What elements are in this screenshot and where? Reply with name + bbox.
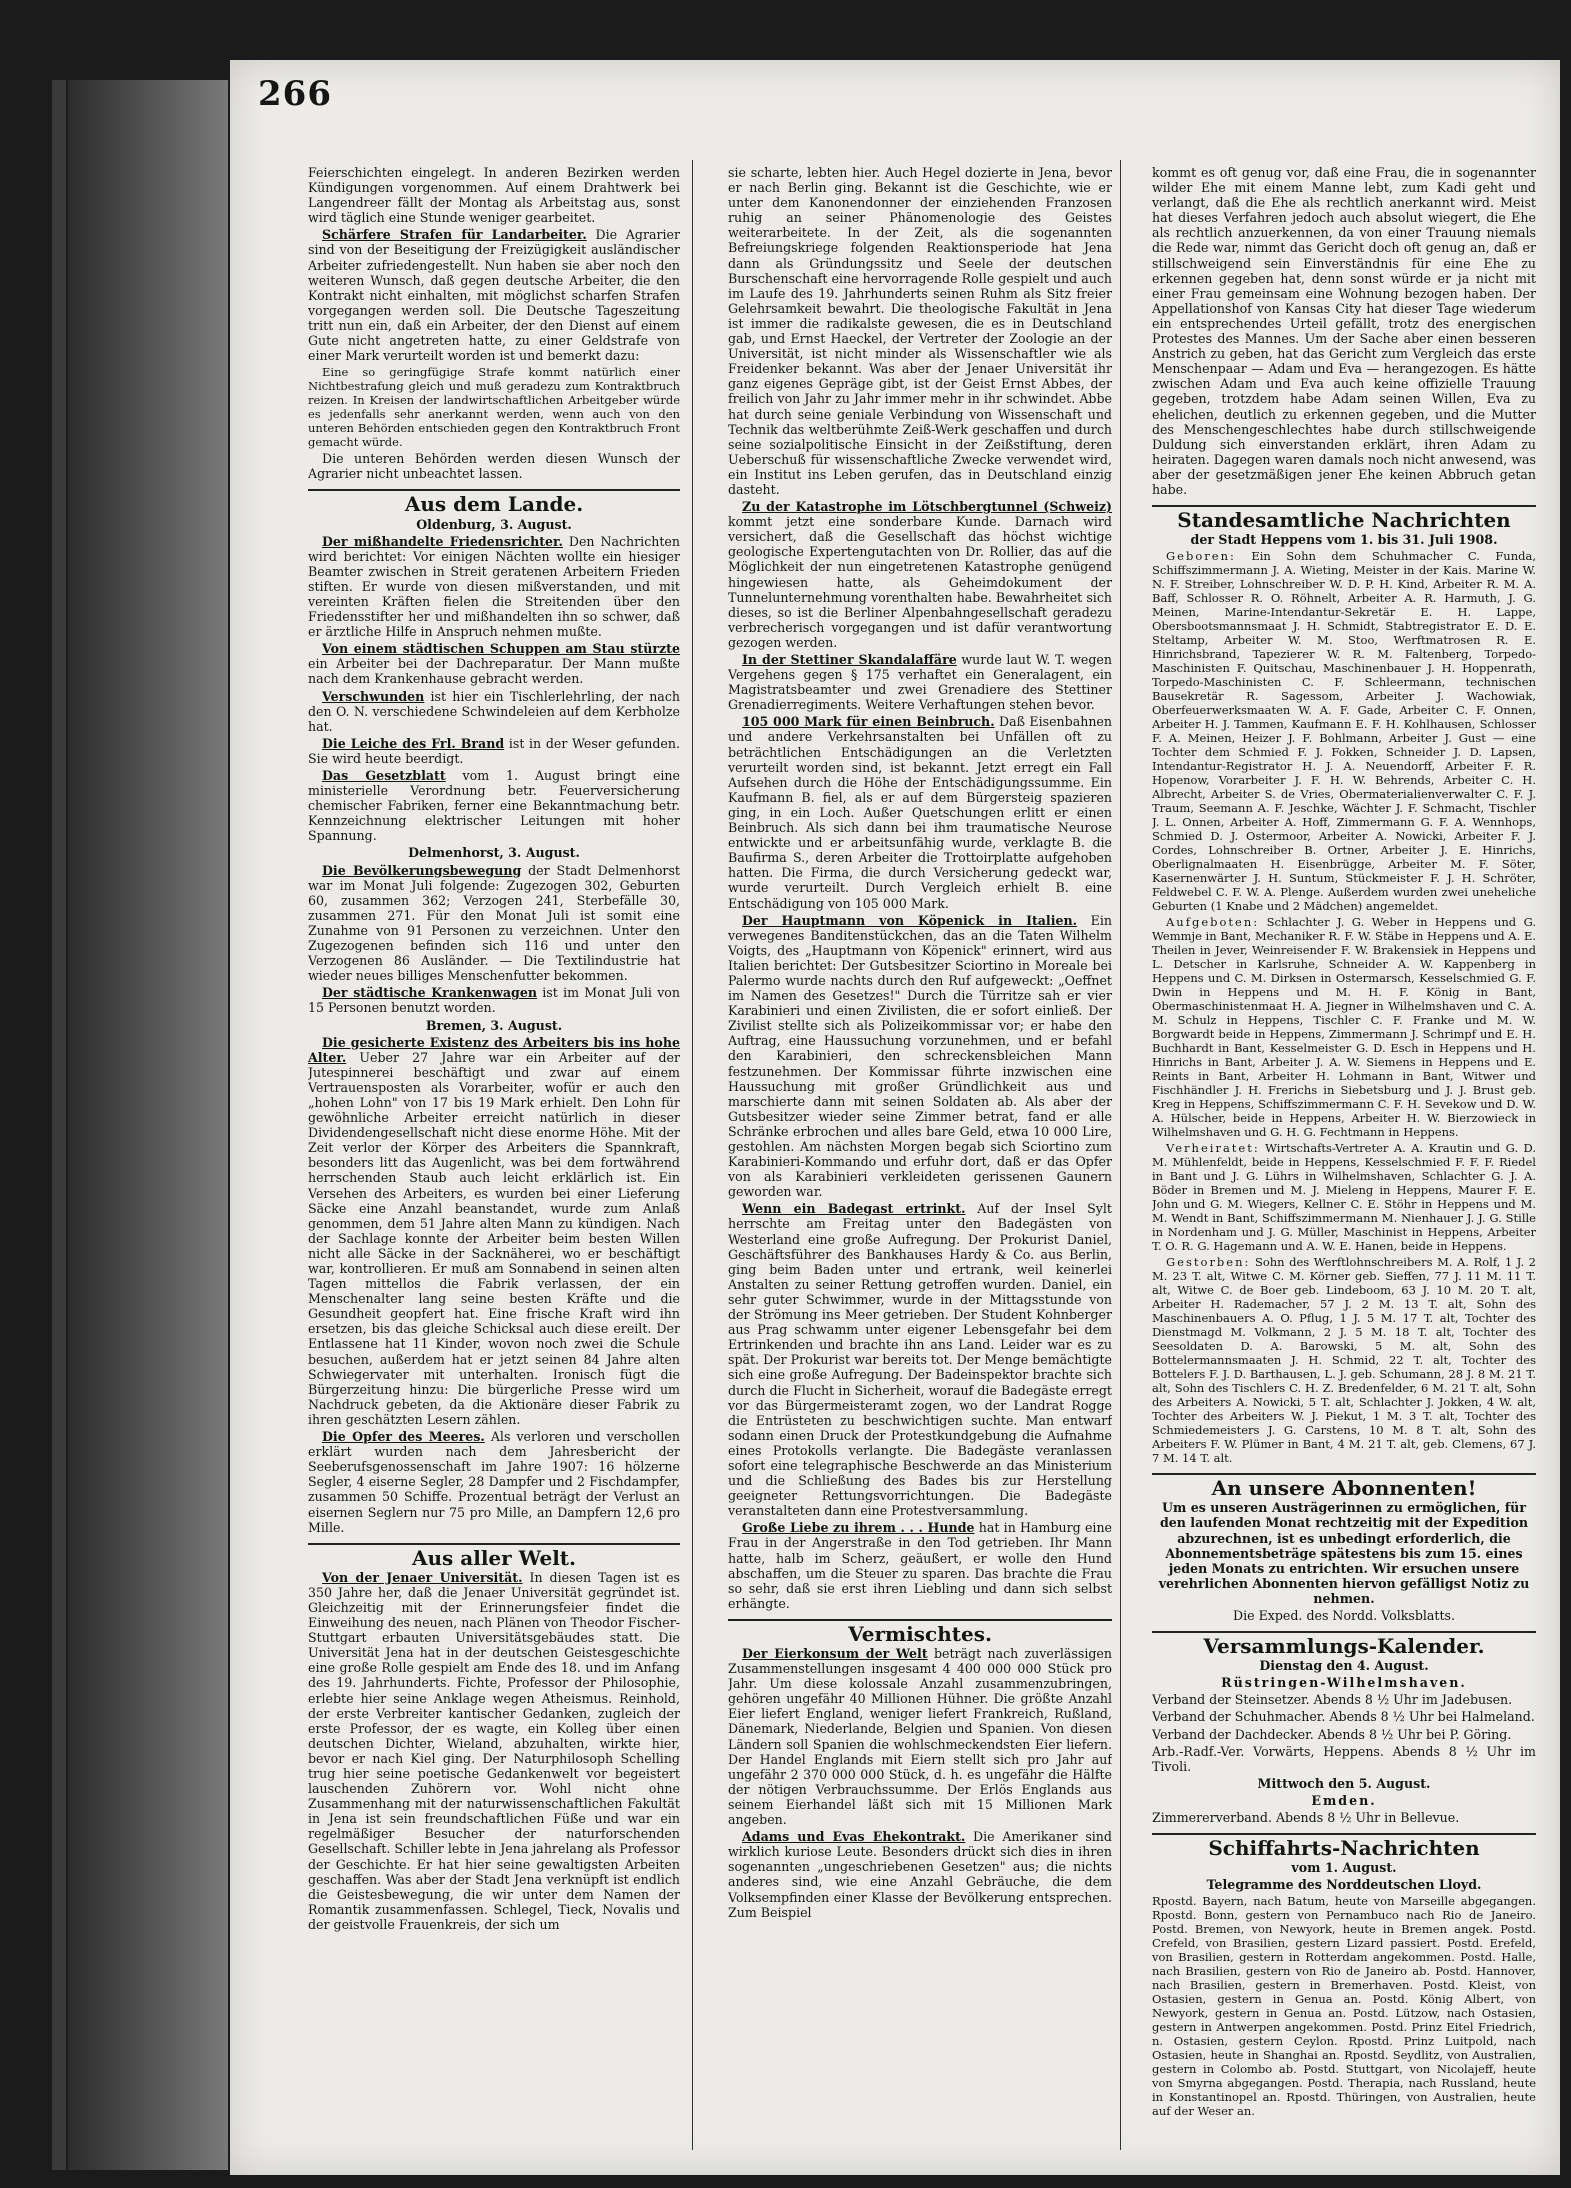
paragraph: Die unteren Behörden werden diesen Wunsch der Agrarier nicht unbeachtet lassen. bbox=[308, 451, 680, 482]
section-heading: Vermischtes. bbox=[728, 1619, 1112, 1642]
subheading: vom 1. August. bbox=[1291, 1860, 1397, 1876]
section-heading: Standesamtliche Nachrichten bbox=[1152, 505, 1536, 528]
quote: Eine so geringfügige Strafe kommt natürlich einer Nichtbestrafung gleich und muß geradezu zum Kontraktbruch reizen. In Kreisen der landwirtschaftlichen Arbeitgeber würde es jedenfalls sehr anerkannt werden, wenn auch von den unteren Behörden entschieden gegen den Kontraktbruch Front gemacht würde. bbox=[308, 365, 680, 450]
place-heading: Rüstringen-Wilhelmshaven. bbox=[1221, 1675, 1467, 1691]
headline: Die Leiche des Frl. Brand bbox=[322, 735, 505, 751]
dateline: Bremen, 3. August. bbox=[425, 1017, 563, 1033]
headline: Der Eierkonsum der Welt bbox=[742, 1646, 928, 1661]
headline: Wenn ein Badegast ertrinkt. bbox=[742, 1201, 966, 1217]
headline: Die Opfer des Meeres. bbox=[322, 1429, 485, 1445]
headline: Schärfere Strafen für Landarbeiter. bbox=[322, 227, 587, 243]
calendar-entry: Verband der Steinsetzer. Abends 8 ½ Uhr im Jadebusen. bbox=[1152, 1692, 1513, 1708]
paragraph: Feierschichten eingelegt. In anderen Bezirken werden Kündigungen vorgenommen. Auf einem Drahtwerk bei Langendreer fällt der Montag als Arbeitstag aus, sonst wird täglich eine Stunde weniger gearbeitet. bbox=[308, 165, 680, 226]
paragraph: ein Arbeiter bei der Dachreparatur. Der Mann mußte nach dem Krankenhause gebracht werden. bbox=[308, 656, 680, 687]
newspaper-page bbox=[230, 60, 1560, 2175]
section-heading: Aus aller Welt. bbox=[308, 1543, 680, 1566]
headline: Verschwunden bbox=[322, 688, 425, 704]
paragraph: ist in der Weser gefunden. Sie wird heute beerdigt. bbox=[308, 735, 680, 766]
paragraph: hat in Hamburg eine Frau in der Angerstraße in den Tod getrieben. Ihr Mann hatte, halb im Scherz, geäußert, er wolle den Hund abschaffen, um die Steuer zu sparen. Das brachte die Frau so sehr, daß sie erst ihren Liebling und dann sich selbst erhängte. bbox=[728, 1520, 1112, 1611]
section-heading: An unsere Abonnenten! bbox=[1152, 1473, 1536, 1496]
section-heading: Versammlungs-Kalender. bbox=[1152, 1631, 1536, 1654]
calendar-entry: Arb.-Radf.-Ver. Vorwärts, Heppens. Abends 8 ½ Uhr im Tivoli. bbox=[1152, 1743, 1536, 1774]
paragraph: Die Agrarier sind von der Beseitigung der Freizügigkeit ausländischer Arbeiter zufriedengestellt. Nun haben sie aber noch den weiteren Wunsch, daß gegen deutsche Arbeiter, die den Kontrakt nicht einhalten, mit möglichst scharfen Strafen vorgegangen werden soll. Die Deutsche Tageszeitung tritt nun ein, daß ein Arbeiter, der den Dienst auf einem Gute nicht angetreten hatte, zu einer Geldstrafe von einer Mark verurteilt worden ist und bemerkt dazu: bbox=[308, 227, 680, 364]
headline: Zu der Katastrophe im Lötschbergtunnel (Schweiz) bbox=[742, 499, 1112, 515]
paragraph: sie scharte, lebten hier. Auch Hegel dozierte in Jena, bevor er nach Berlin ging. Bekannt ist die Geschichte, wie er unter dem Kanonendonner der einziehenden Franzosen ruhig an seiner Phänomenologie des Geistes weiterarbeitete. In der Zeit, als die sogenannten Befreiungskriege folgenden Reaktionsperiode hat Jena dann als Gründungssitz und Seele der deutschen Burschenschaft eine hervorragende Rolle gespielt und auch im Laufe des 19. Jahrhunderts seinen Ruhm als Sitz freier Gelehrsamkeit bewahrt. Die theologische Fakultät in Jena ist immer die radikalste gewesen, die es in Deutschland gab, und Ernst Haeckel, der Vertreter der Zoologie an der Universität, ist nicht minder als Wissenschaftler wie als Freidenker bekannt. Was aber der Jenaer Universität ihr ganz eigenes Gepräge gibt, ist der Geist Ernst Abbes, der freilich von Jahr zu Jahr immer mehr in ihr schwindet. Abbe hat durch seine geniale Verbindung von Wissenschaft und Technik das weltberühmte Zeiß-Werk geschaffen und durch seine sozialpolitische Einsicht in der Zeißstiftung, deren Ueberschuß für wissenschaftliche Zwecke verwendet wird, ein Institut ins Leben gerufen, das in Deutschland einzig dasteht. bbox=[728, 165, 1112, 497]
dateline: Mittwoch den 5. August. bbox=[1257, 1775, 1431, 1791]
dateline: Delmenhorst, 3. August. bbox=[408, 845, 580, 861]
paragraph: Den Nachrichten wird berichtet: Vor einigen Nächten wollte ein hiesiger Beamter zwischen in Streit geratenen Arbeitern Frieden stiften. Er wurde von diesen mißverstanden, und mit vereinten Kräften fielen die Streitenden über den Friedensstifter her und mißhandelten ihn so schwer, daß er ärztliche Hilfe in Anspruch nehmen mußte. bbox=[308, 533, 680, 640]
paragraph: wurde laut W. T. wegen Vergehens gegen § 175 verhaftet ein Generalagent, ein Magistratsbeamter und zwei Grenadiere des Stettiner Grenadierregiments. Weitere Verhaftungen stehen bevor. bbox=[728, 652, 1112, 713]
headline: Von der Jenaer Universität. bbox=[322, 1569, 523, 1585]
shipping-list: Rpostd. Bayern, nach Batum, heute von Marseille abgegangen. Rpostd. Bonn, gestern von Pernambuco nach Rio de Janeiro. Postd. Bremen, von Newyork, heute in Bremen angek. Postd. Crefeld, von Brasilien, gestern Lizard passiert. Postd. Erefeld, von Brasilien, gestern in Rotterdam angekommen. Postd. Halle, nach Brasilien, gestern von Rio de Janeiro ab. Postd. Hannover, nach Brasilien, gestern in Bremerhaven. Postd. Kleist, von Ostasien, gestern in Genua an. Postd. König Albert, von Newyork, gestern in Genua an. Postd. Lützow, nach Ostasien, gestern in Antwerpen angekommen. Postd. Prinz Eitel Friedrich, n. Ostasien, gestern Ceylon. Rpostd. Prinz Luitpold, nach Ostasien, heute in Shanghai an. Rpostd. Seydlitz, von Australien, gestern in Colombo ab. Postd. Stuttgart, von Nicolajeff, heute von Smyrna abgegangen. Postd. Therapia, nach Russland, heute in Konstantinopel an. Rpostd. Thüringen, von Australien, heute auf der Weser an. bbox=[1152, 1894, 1536, 2119]
headline: 105 000 Mark für einen Beinbruch. bbox=[742, 714, 995, 730]
paragraph: Daß Eisenbahnen und andere Verkehrsanstalten bei Unfällen oft zu beträchtlichen Entschädigungen an die Verletzten verurteilt worden sind, ist bekannt. Jetzt erregt ein Fall Aufsehen durch die Höhe der Entschädigungssumme. Ein Kaufmann B. fiel, als er auf dem Bürgersteig spazieren ging, in ein Loch. Außer Quetschungen erlitt er einen Beinbruch. Als sich dann bei ihm traumatische Neurose entwickte und er arbeitsunfähig wurde, verklagte B. die Baufirma S., deren Arbeiter die Trottoirplatte aufgehoben hatten. Die Firma, die durch Versicherung gedeckt war, wurde verurteilt. Durch Vergleich erhielt B. eine Entschädigung von 105 000 Mark. bbox=[728, 714, 1112, 911]
column-2 bbox=[728, 165, 1112, 2165]
paragraph: Ueber 27 Jahre war ein Arbeiter auf der Jutespinnerei beschäftigt und zwar auf einem Vertrauensposten als Vorarbeiter, wofür er auch den „hohen Lohn" von 17 bis 19 Mark erhielt. Den Lohn für gewöhnliche Arbeiter erreicht natürlich in dieser Dividendengesellschaft nicht diese enorme Höhe. Mit der Zeit verlor der Körper des Arbeiters die Spannkraft, besonders litt das Augenlicht, was bei dem fortwährend herrschenden Staub auch leicht erklärlich ist. Ein Versehen des Arbeiters, es wurden bei einer Lieferung Säcke eine Anzahl beanstandet, wurde zum Anlaß genommen, dem 51 Jahre alten Mann zu kündigen. Nach der Sachlage konnte der Arbeiter beim besten Willen nicht alle Säcke in der Sacknäherei, wo er beschäftigt war, kontrollieren. Er muß am Sonnabend in seinen alten Tagen mittellos die Fabrik verlassen, der ein Menschenalter lang seine besten Kräfte und die Gesundheit geopfert hat. Eine frische Kraft wird ihn ersetzen, bis das gleiche Schicksal auch diese ereilt. Der Entlassene hat 11 Kinder, wovon noch zwei die Schule besuchen, außerdem hat er jetzt seinen 84 Jahre alten Schwiegervater mit unterhalten. Ironisch fügt die Bürgerzeitung hinzu: Die bürgerliche Presse wird um Nachdruck gebeten, da die Aktionäre dieser Fabrik zu ihren geschätzten Lesern zählen. bbox=[308, 1049, 680, 1427]
paragraph: Sohn des Werftlohnschreibers M. A. Rolf, 1 J. 2 M. 23 T. alt, Witwe C. M. Körner geb. Sieffen, 77 J. 11 M. 11 T. alt, Witwe C. de Boer geb. Lindeboom, 63 J. 10 M. 20 T. alt, Arbeiter H. Rademacher, 57 J. 2 M. 13 T. alt, Sohn des Maschinenbauers A. O. Pflug, 1 J. 5 M. 17 T. alt, Tochter des Dienstmagd M. Volkmann, 2 J. 5 M. 18 T. alt, Tochter des Seesoldaten D. A. Barowski, 5 M. alt, Sohn des Bottelermannsmaaten J. H. Schmid, 22 T. alt, Tochter des Bottelers F. J. D. Barthausen, L. J. geb. Schumann, 28 J. 8 M. 21 T. alt, Sohn des Tischlers C. H. Z. Bredenfelder, 6 M. 21 T. alt, Sohn des Arbeiters A. Nowicki, 5 T. alt, Schlachter J. Jokken, 4 W. alt, Tochter des Arbeiters W. J. Piekut, 1 M. 3 T. alt, Tochter des Schmiedemeisters J. G. Carstens, 10 M. 8 T. alt, Sohn des Arbeiters F. W. Plümer in Bant, 4 M. 21 T. alt, geb. Clemens, 67 J. 7 M. 14 T. alt. bbox=[1152, 1255, 1536, 1466]
page-number: 266 bbox=[258, 74, 332, 114]
column-divider bbox=[1120, 160, 1121, 2150]
calendar-entry: Verband der Schuhmacher. Abends 8 ½ Uhr bei Halmeland. bbox=[1152, 1709, 1535, 1725]
subheading: Telegramme des Norddeutschen Lloyd. bbox=[1206, 1877, 1482, 1893]
headline: In der Stettiner Skandalaffäre bbox=[742, 652, 957, 667]
paragraph: beträgt nach zuverlässigen Zusammenstellungen insgesamt 4 400 000 000 Stück pro Jahr. Um diese kolossale Anzahl zusammenzubringen, gehören ungefähr 40 Millionen Hühner. Die größte Anzahl Eier liefert England, weniger liefert Frankreich, Rußland, Dänemark, Niederlande, Belgien und Spanien. Von diesen Ländern soll Spanien die wohlschmeckendsten Eier liefern. Der Handel Englands mit Eiern stellt sich pro Jahr auf ungefähr 2 370 000 000 Stück, d. h. es ungefähr die Hälfte der nötigen Verbrauchssumme. Der Erlös Englands aus seinem Eierhandel läßt sich mit 15 Millionen Mark angeben. bbox=[728, 1646, 1112, 1828]
notice: Um es unseren Austrägerinnen zu ermöglichen, für den laufenden Monat rechtzeitig mit der Expedition abzurechnen, ist es unbedingt erforderlich, die Abonnementsbeträge spätestens bis zum 15. eines jeden Monats zu entrichten. Wir ersuchen unsere verehrlichen Abonnenten hiervon gefälligst Notiz zu nehmen. bbox=[1158, 1500, 1530, 1606]
paragraph: Ein verwegenes Banditenstückchen, das an die Taten Wilhelm Voigts, des „Hauptmann von Köpenick" erinnert, wird aus Italien berichtet: Der Gutsbesitzer Sciortino in Moreale bei Palermo wurde nachts durch den Ruf aufgeweckt: „Oeffnet im Namen des Gesetzes!" Durch die Türritze sah er vier Karabinieri und einen Zivilisten, die er sofort einließ. Der Zivilist stellte sich als Polizeikommissar vor; er habe den Auftrag, eine Haussuchung vorzunehmen, und er befahl den Karabinieri, den schreckensbleichen Mann festzunehmen. Der Kommissar führte inzwischen eine Haussuchung mit großer Gründlichkeit aus und marschierte dann mit seinen Soldaten ab. Als aber der Gutsbesitzer wieder seine Zimmer betrat, fand er alle Schränke erbrochen und alles bare Geld, etwa 10 000 Lire, gestohlen. Am nächsten Morgen begab sich Sciortino zum Karabinieri-Kommando und erfuhr dort, daß er das Opfer von als Karabinieri verkleideten gerissenen Gaunern geworden war. bbox=[728, 912, 1112, 1200]
calendar-entry: Verband der Dachdecker. Abends 8 ½ Uhr bei P. Göring. bbox=[1152, 1726, 1512, 1742]
headline: Der Hauptmann von Köpenick in Italien. bbox=[742, 912, 1078, 928]
paragraph: Die Amerikaner sind wirklich kuriose Leute. Besonders drückt sich dies in ihren sogenannten „ungeschriebenen Gesetzen" aus; die nichts anderes sind, wie eine Anzahl Gebräuche, die dem Volksempfinden einer Klasse der Bevölkerung entsprechen. Zum Beispiel bbox=[728, 1829, 1112, 1920]
label: Verheiratet: bbox=[1166, 1141, 1260, 1156]
headline: Das Gesetzblatt bbox=[322, 768, 446, 783]
calendar-entry: Zimmererverband. Abends 8 ½ Uhr in Bellevue. bbox=[1152, 1810, 1460, 1826]
headline: Der mißhandelte Friedensrichter. bbox=[322, 533, 563, 549]
paragraph: Schlachter J. G. Weber in Heppens und G. Wemmje in Bant, Mechaniker R. F. W. Stäbe in Heppens und A. E. Theilen in Jever, Weinreisender F. W. Brakensiek in Heppens und L. Detscher in Karlsruhe, Schneider A. W. Kappenberg in Heppens und C. M. Dirksen in Ostermarsch, Kesselschmied G. F. Dwin in Heppens und M. H. F. König in Bant, Obermaschinistenmaat H. A. Jiegner in Wilhelmshaven und C. A. M. Schulz in Heppens, Tischler C. F. Franke und M. W. Borgwardt beide in Heppens, Zimmermann J. Schrimpf und E. H. Buchhardt in Bant, Kesselmeister G. D. Esch in Heppens und H. Hinrichs in Bant, Arbeiter J. A. W. Siemens in Heppens und E. Reints in Bant, Arbeiter H. Lohmann in Bant, Witwer und Fischhändler J. H. Frerichs in Siebetsburg und J. J. Brust geb. Kreg in Heppens, Schiffszimmermann C. F. H. Sevekow und D. W. A. Hülscher, beide in Heppens, Arbeiter H. W. Bierzowieck in Wilhelmshaven und G. H. G. Fechtmann in Heppens. bbox=[1152, 915, 1536, 1140]
book-binding-shadow bbox=[68, 80, 228, 2170]
headline: Die gesicherte Existenz des Arbeiters bis ins hohe Alter. bbox=[308, 1034, 680, 1065]
paragraph: vom 1. August bringt eine ministerielle Verordnung betr. Feuerversicherung chemischer Fabriken, ferner eine Bekanntmachung betr. Kennzeichnung elektrischer Leitungen mit hoher Spannung. bbox=[308, 768, 680, 844]
label: Gestorben: bbox=[1166, 1255, 1251, 1270]
paragraph: der Stadt Delmenhorst war im Monat Juli folgende: Zugezogen 302, Geburten 60, zusammen 362; Verzogen 241, Sterbefälle 30, zusammen 271. Für den Monat Juli ist somit eine Zunahme von 91 Personen zu verzeichnen. Unter den Zugezogenen befinden sich 116 und unter den Verzogenen 86 Ausländer. — Die Textilindustrie hat wieder neues billiges Menschenfutter bekommen. bbox=[308, 862, 680, 984]
paragraph: kommt jetzt eine sonderbare Kunde. Darnach wird versichert, daß die Gesellschaft das höchst wichtige geologische Expertengutachten von Dr. Rollier, das auf die Möglichkeit der nun eingetretenen Katastrophe genügend hingewiesen hatte, als Geheimdokument der Tunnelunternehmung vorenthalten habe. Bewahrheitet sich dieses, so ist die Berliner Alpenbahngesellschaft geradezu verbrecherisch vorgegangen und ist dafür verantwortung gezogen werden. bbox=[728, 514, 1112, 650]
paragraph: Auf der Insel Sylt herrschte am Freitag unter den Badegästen von Westerland eine große Aufregung. Der Prokurist Daniel, Geschäftsführer des Bankhauses Hardy & Co. aus Berlin, ging beim Baden unter und ertrank, weil keinerlei Anstalten zu seiner Rettung getroffen wurden. Daniel, ein sehr guter Schwimmer, wurde in der Mittagsstunde von der Strömung ins Meer getrieben. Der Student Kohnberger aus Prag schwamm unter eigener Lebensgefahr bei dem Ertrinkenden und brachte ihn ans Land. Leider war es zu spät. Der Prokurist war bereits tot. Der Menge bemächtigte sich eine große Aufregung. Der Badeinspektor brachte sich durch die Flucht in Sicherheit, worauf die Badegäste erregt vor das Bürgermeisteramt zogen, wo der Landrat Rogge die Entrüsteten zu beschwichtigen suchte. Man entwarf sodann einen Druck der Protestkundgebung die Aufnahme eines Protokolls verlangte. Die Badegäste veranlassen sofort eine telegraphische Beschwerde an das Ministerium und die Schließung des Bades bis zur Herstellung geeigneter Rettungsvorrichtungen. Die Badegäste veranstalteten dann eine Protestversammlung. bbox=[728, 1201, 1112, 1519]
dateline: Dienstag den 4. August. bbox=[1259, 1658, 1429, 1674]
paragraph: kommt es oft genug vor, daß eine Frau, die in sogenannter wilder Ehe mit einem Manne lebt, zum Kadi geht und verlangt, daß die Ehe als rechtlich anerkannt wird. Meist hat dieses Verfahren jedoch auch absolut wiegert, die Ehe als rechtlich anzuerkennen, da von einer Trauung niemals die Rede war, nimmt das Gericht doch oft genug an, daß er stillschweigend sein Einverständnis für eine Ehe zu erkennen gegeben hat, denn sonst würde er ja nicht mit einer Frau gemeinsam eine Wohnung bezogen haben. Der Appellationshof von Kansas City hat dieser Tage wiederum ein entsprechendes Urteil gefällt, trotz des energischen Protestes des Mannes. Um der Sache aber einen besseren Anstrich zu geben, hat das Gericht zum Vergleich das erste Menschenpaar — Adam und Eva — herangezogen. Es hätte zwischen Adam und Eva auch keine offizielle Trauung gegeben, trotzdem habe Adam seinen Willen, Eva zu ehelichen, deutlich zu erkennen gegeben, und die Mutter des Menschengeschlechtes habe durch stillschweigende Duldung sich einverstanden erklärt, ihren Adam zu heiraten. Dagegen waren damals noch nicht anwesend, was aber der gesetzmäßigen jener Ehe keinen Abbruch getan habe. bbox=[1152, 165, 1536, 497]
section-heading: Aus dem Lande. bbox=[308, 489, 680, 512]
paragraph: ist im Monat Juli von 15 Personen benutzt worden. bbox=[308, 985, 680, 1016]
headline: Adams und Evas Ehekontrakt. bbox=[742, 1829, 966, 1845]
place-heading: Emden. bbox=[1311, 1792, 1377, 1808]
column-3 bbox=[1152, 165, 1536, 2165]
headline: Große Liebe zu ihrem . . . Hunde bbox=[742, 1520, 975, 1536]
section-heading: Schiffahrts-Nachrichten bbox=[1152, 1833, 1536, 1856]
headline: Der städtische Krankenwagen bbox=[322, 985, 538, 1001]
dateline: Oldenburg, 3. August. bbox=[416, 516, 572, 532]
headline: Die Bevölkerungsbewegung bbox=[322, 862, 522, 878]
column-1 bbox=[308, 165, 680, 2165]
book-binding-edge bbox=[52, 80, 66, 2170]
label: Geboren: bbox=[1166, 549, 1236, 564]
label: Aufgeboten: bbox=[1166, 915, 1260, 930]
column-divider bbox=[692, 160, 693, 2150]
paragraph: ist hier ein Tischlerlehrling, der nach den O. N. verschiedene Schwindeleien auf dem Kerbholze hat. bbox=[308, 688, 680, 734]
signature: Die Exped. des Nordd. Volksblatts. bbox=[1232, 1608, 1456, 1623]
paragraph: In diesen Tagen ist es 350 Jahre her, daß die Jenaer Universität gegründet ist. Gleichzeitig mit der Erinnerungsfeier findet die Einweihung des neuen, nach Plänen von Theodor Fischer-Stuttgart erbauten Universitätsgebäudes statt. Die Universität Jena hat in der deutschen Geistesgeschichte eine große Rolle gespielt am Ende des 18. und im Anfang des 19. Jahrhunderts. Fichte, Professor der Philosophie, erlebte hier seine Anklage wegen Atheismus. Reinhold, der erste Verbreiter kantischer Gedanken, zugleich der erste Professor, der es wagte, ein Kolleg über einen deutschen Dichter, Wieland, abzuhalten, wirkte hier, bevor er nach Kiel ging. Der Naturphilosoph Schelling trug hier seine poetische Gedankenwelt vor begeistert lauschenden Zuhörern vor. Wohl nicht ohne Zusammenhang mit der naturwissenschaftlichen Fakultät in Jena ist sein freundschaftlichen Füße und war ein regelmäßiger Besucher der naturforschenden Gesellschaft. Schiller lebte in Jena jahrelang als Professor der Geschichte. Er hat hier seine gewaltigsten Arbeiten geschaffen. Was aber der Stadt Jena verknüpft ist endlich die Geistesbewegung, die wir unter dem Namen der Romantik zusammenfassen. Schlegel, Tieck, Novalis und der geistvolle Frauenkreis, der sich um bbox=[308, 1569, 680, 1932]
paragraph: Als verloren und verschollen erklärt wurden nach dem Jahresbericht der Seeberufsgenossenschaft im Jahre 1907: 16 hölzerne Segler, 4 eiserne Segler, 28 Dampfer und 2 Fischdampfer, zusammen 50 Schiffe. Prozentual beträgt der Verlust an eisernen Seglern nur 75 pro Mille, an Dampfern 12,6 pro Mille. bbox=[308, 1429, 680, 1535]
headline: Von einem städtischen Schuppen am Stau stürzte bbox=[322, 641, 680, 657]
paragraph: Wirtschafts-Vertreter A. A. Krautin und G. D. M. Mühlenfeldt, beide in Heppens, Kesselschmied F. F. F. Riedel in Bant und J. G. Lührs in Wilhelmshaven, Schlachter G. J. A. Böder in Bremen und M. J. Mieleng in Heppens, Maurer F. E. John und G. M. Wiegers, Kellner C. E. Stöhr in Heppens und M. M. Wendt in Bant, Schiffszimmermann M. Nienhauer J. J. G. Stille in Nordenham und J. G. Müller, Maschinist in Heppens, Arbeiter T. O. R. G. Hagemann und A. W. E. Hanen, beide in Heppens. bbox=[1152, 1141, 1536, 1254]
paragraph: Ein Sohn dem Schuhmacher C. Funda, Schiffszimmermann J. A. Wieting, Meister in der Kais. Marine W. N. F. Streiber, Lohnschreiber W. D. P. H. Kind, Arbeiter R. M. A. Baff, Schlosser R. O. Röhnelt, Arbeiter A. R. Harmuth, J. G. Meinen, Marine-Intendantur-Sekretär E. H. Lappe, Obersbootsmannsmaat J. H. Schmidt, Stabtregistrator E. D. E. Steltamp, Arbeiter W. M. Stoo, Werftmatrosen R. E. Hinrichsbrand, Tapezierer W. R. M. Faltenberg, Torpedo-Maschinisten F. Quitschau, Maschinenbauer J. H. Hoppenrath, Torpedo-Maschinisten C. F. Schleermann, technischen Bausekretär R. Sagessom, Arbeiter J. Wachowiak, Oberfeuerwerksmaaten W. A. F. Gade, Arbeiter C. F. Onnen, Arbeiter H. J. Tammen, Kaufmann E. F. H. Kohlhausen, Schlosser F. A. Meinen, Heizer J. F. Bohlmann, Arbeiter J. Gust — eine Tochter dem Schmied F. J. Fokken, Schneider J. D. Lapsen, Intendantur-Registrator H. J. A. Neuendorff, Arbeiter F. R. Hopenow, Vorarbeiter J. F. H. W. Behrends, Arbeiter C. H. Albrecht, Arbeiter S. de Vries, Obermaterialienverwalter C. F. J. Traum, Seemann A. F. Jeschke, Wächter J. F. Schmacht, Tischler J. L. Onnen, Arbeiter A. Hoff, Zimmermann G. F. A. Wennhops, Schmied D. J. Ostermoor, Arbeiter A. Nowicki, Arbeiter F. J. Cordes, Lohnschreiber B. Ortner, Arbeiter J. E. Hinrichs, Oberlignalmaaten H. Eisenbrügge, Arbeiter M. F. Söter, Kasernenwärter J. H. Suntum, Stückmeister F. J. H. Schröter, Feldwebel C. F. W. A. Plenge. Außerdem wurden zwei uneheliche Geburten (1 Knabe und 2 Mädchen) angemeldet. bbox=[1152, 549, 1536, 914]
subheading: der Stadt Heppens vom 1. bis 31. Juli 1908. bbox=[1190, 532, 1498, 548]
